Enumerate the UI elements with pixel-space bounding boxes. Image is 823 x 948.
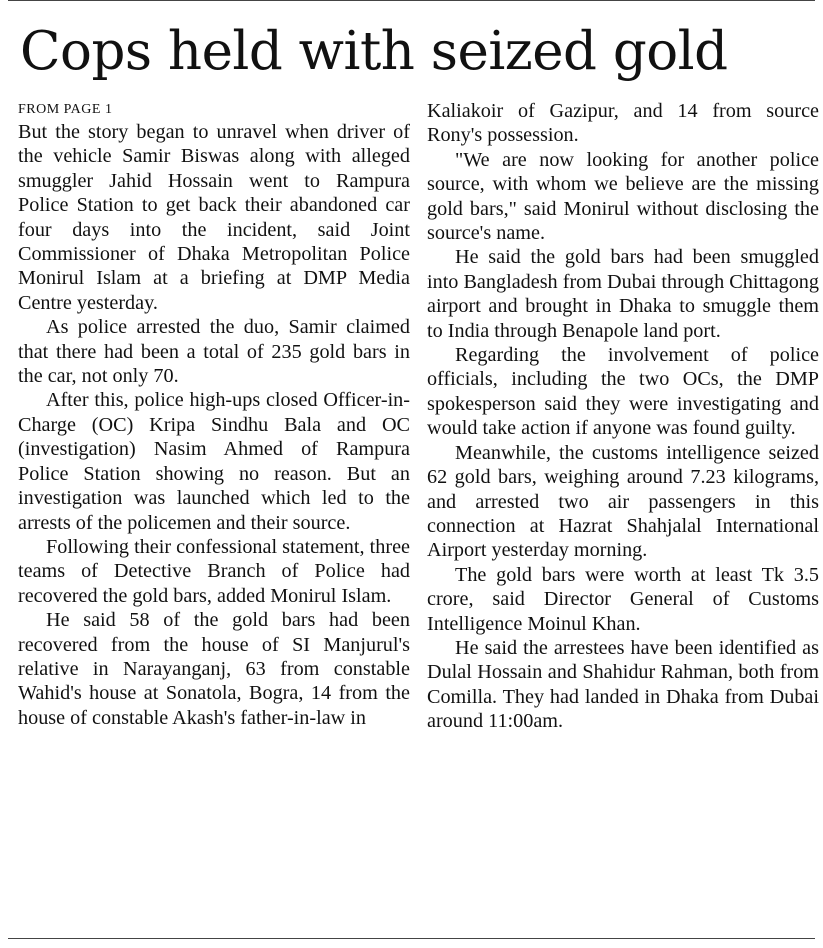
paragraph: Kaliakoir of Gazipur, and 14 from source Rony's possession.	[427, 100, 819, 147]
top-rule	[8, 0, 815, 1]
paragraph: He said the arrestees have been identified as Dulal Hossain and Shahidur Rahman, both from Comilla. They had landed in Dhaka from Dubai around 11:00am.	[427, 636, 819, 733]
left-column	[18, 100, 410, 730]
headline: Cops held with seized gold	[20, 21, 728, 82]
right-column	[427, 99, 819, 734]
paragraph: The gold bars were worth at least Tk 3.5 crore, said Director General of Customs Intelligence Moinul Khan.	[427, 563, 819, 635]
paragraph: He said 58 of the gold bars had been recovered from the house of SI Manjurul's relative in Narayanganj, 63 from constable Wahid's house at Sonatola, Bogra, 14 from the house of constable Akash's father-in-law in	[18, 609, 410, 729]
paragraph: "We are now looking for another police source, with whom we believe are the missing gold bars," said Monirul without disclosing the source's name.	[427, 148, 819, 245]
paragraph: As police arrested the duo, Samir claimed that there had been a total of 235 gold bars in the car, not only 70.	[18, 316, 410, 388]
paragraph: But the story began to unravel when driver of the vehicle Samir Biswas along with alleged smuggler Jahid Hossain went to Rampura Police Station to get back their abandoned car four days into the incident, said Joint Commissioner of Dhaka Metropolitan Police Monirul Islam at a briefing at DMP Media Centre yesterday.	[18, 121, 410, 314]
paragraph: He said the gold bars had been smuggled into Bangladesh from Dubai through Chittagong airport and brought in Dhaka to smuggle them to India through Benapole land port.	[427, 246, 819, 342]
paragraph: Meanwhile, the customs intelligence seized 62 gold bars, weighing around 7.23 kilograms, and arrested two air passengers in this connection at Hazrat Shahjalal International Airport yesterday morning.	[427, 441, 819, 562]
paragraph: Regarding the involvement of police officials, including the two OCs, the DMP spokesperson said they were investigating and would take action if anyone was found guilty.	[427, 344, 819, 440]
bottom-rule	[8, 938, 815, 939]
paragraph: After this, police high-ups closed Officer-in-Charge (OC) Kripa Sindhu Bala and OC (investigation) Nasim Ahmed of Rampura Police Station showing no reason. But an investigation was launched which led to the arrests of the policemen and their source.	[18, 389, 410, 534]
paragraph: Following their confessional statement, three teams of Detective Branch of Police had recovered the gold bars, added Monirul Islam.	[18, 535, 410, 607]
continuation-kicker: FROM PAGE 1	[18, 102, 113, 117]
